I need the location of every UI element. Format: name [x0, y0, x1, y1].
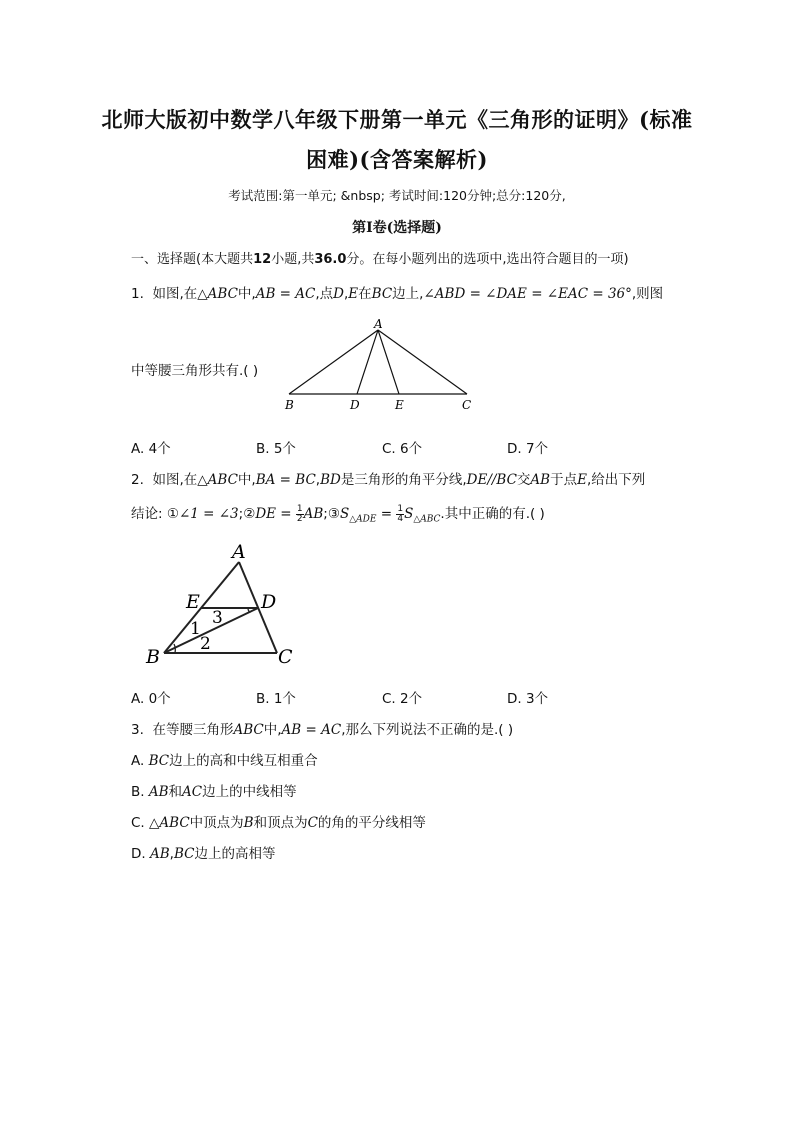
- q2-label-a: A: [232, 541, 246, 563]
- q1-option-a[interactable]: A. 4个: [131, 441, 171, 457]
- exam-info: 考试范围:第一单元; &nbsp; 考试时间:120分钟;总分:120分,: [228, 188, 566, 203]
- q2-option-c[interactable]: C. 2个: [382, 691, 423, 707]
- q2-label-d: D: [261, 591, 277, 613]
- q1-option-c[interactable]: C. 6个: [382, 441, 423, 457]
- q3-stem: 3. 在等腰三角形ABC中,AB = AC,那么下列说法不正确的是.( ): [131, 722, 514, 738]
- q1-label-b: B: [285, 398, 294, 412]
- q2-label-angle-2: 2: [200, 634, 211, 654]
- q1-stem-line1: 1. 如图,在△ABC中,AB = AC,点D,E在BC边上,∠ABD = ∠DAE = ∠EAC = 36°,则图: [131, 286, 664, 302]
- q1-label-a: A: [374, 317, 383, 331]
- q3-option-c[interactable]: C. △ABC中顶点为B和顶点为C的角的平分线相等: [131, 815, 426, 831]
- q1-segment-ab: [289, 330, 378, 394]
- q3-option-a[interactable]: A. BC边上的高和中线互相重合: [131, 753, 318, 769]
- q2-label-angle-3: 3: [212, 608, 223, 628]
- exam-title-line1: 北师大版初中数学八年级下册第一单元《三角形的证明》(标准: [101, 107, 693, 132]
- q2-label-angle-1: 1: [190, 619, 201, 639]
- q2-stem-line2: 结论: ①∠1 = ∠3;②DE = $\frac{1}{2}$ $AB;③S_{\triangle ADE}$ = $\frac{1}{4}$ $S_{\triangle ABC}$.其中正确的有.( ): [131, 503, 545, 525]
- q2-segment-bd: [164, 608, 258, 653]
- q2-option-b[interactable]: B. 1个: [256, 691, 296, 707]
- q2-figure: [140, 538, 310, 670]
- q1-option-b[interactable]: B. 5个: [256, 441, 296, 457]
- q1-label-e: E: [395, 398, 404, 412]
- q1-number: 1.: [131, 286, 144, 302]
- q2-label-e: E: [186, 591, 200, 613]
- q2-label-c: C: [278, 646, 293, 668]
- q1-figure: [280, 316, 480, 414]
- q1-segment-ac: [378, 330, 467, 394]
- q1-label-c: C: [462, 398, 472, 412]
- fraction-one-half: $\frac{1}{2}$: [296, 503, 303, 524]
- q1-segment-ad: [357, 330, 378, 394]
- q1-label-d: D: [350, 398, 360, 412]
- q2-label-b: B: [146, 646, 160, 668]
- q3-option-d[interactable]: D. AB,BC边上的高相等: [131, 846, 276, 862]
- fraction-one-quarter: $\frac{1}{4}$: [397, 503, 404, 524]
- q2-stem-line1: 2. 如图,在△ABC中,BA = BC,BD是三角形的角平分线,DE//BC交AB于点E,给出下列: [131, 472, 646, 488]
- q3-number: 3.: [131, 722, 144, 738]
- q3-option-b[interactable]: B. AB和AC边上的中线相等: [131, 784, 297, 800]
- q2-option-d[interactable]: D. 3个: [507, 691, 549, 707]
- volume-heading: 第I卷(选择题): [352, 220, 442, 236]
- q2-number: 2.: [131, 472, 144, 488]
- q1-segment-ae: [378, 330, 399, 394]
- q1-stem-line2: 中等腰三角形共有.( ): [131, 363, 259, 379]
- section-heading: 一、选择题(本大题共12小题,共36.0分。在每小题列出的选项中,选出符合题目的一项): [131, 252, 629, 267]
- q1-option-d[interactable]: D. 7个: [507, 441, 549, 457]
- q2-option-a[interactable]: A. 0个: [131, 691, 171, 707]
- exam-title-line2: 困难)(含答案解析): [306, 147, 488, 172]
